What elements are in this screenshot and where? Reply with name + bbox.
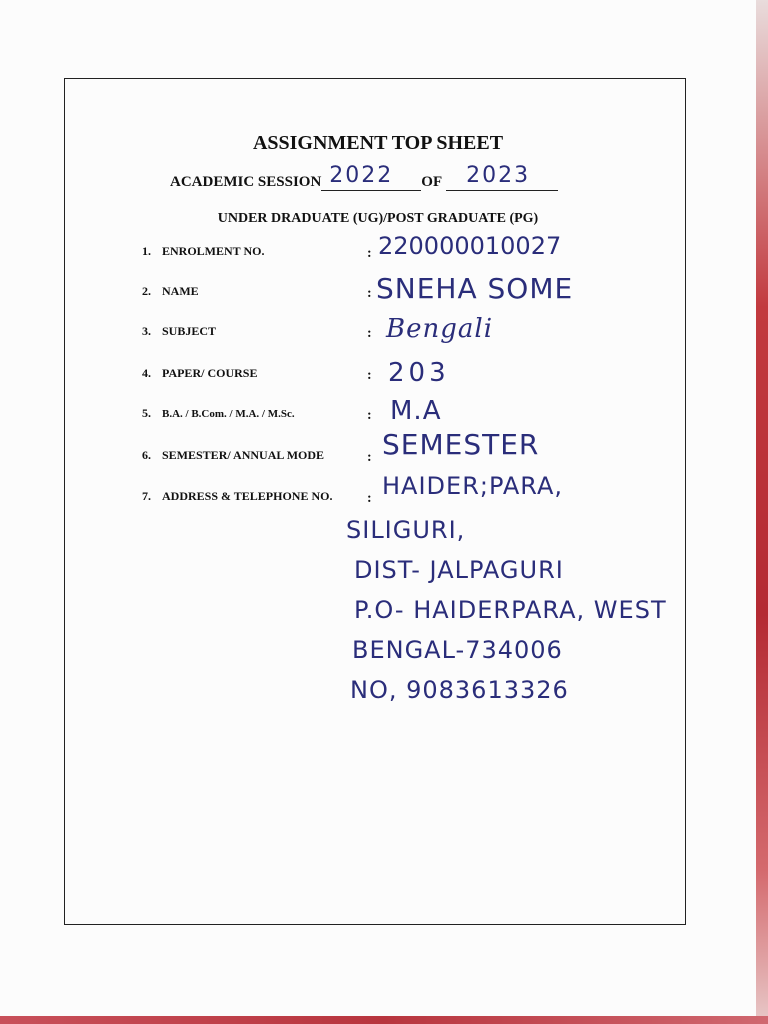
field-colon: : [367,408,372,423]
background-edge-bottom [0,1016,768,1024]
address-value-line-1: HAIDER;PARA, [382,472,564,500]
field-number: 1. [142,244,151,258]
field-label-paper [142,366,257,381]
address-line: NO, 9083613326 [350,676,569,704]
field-colon: : [367,286,372,301]
field-label: NAME [162,284,199,298]
degree-value: M.A [390,396,442,426]
field-label-degree [142,406,295,421]
session-to-blank [446,163,558,191]
form-subtitle: UNDER DRADUATE (UG)/POST GRADUATE (PG) [217,211,539,226]
field-number: 2. [142,284,151,298]
session-to-value: 2023 [466,163,531,188]
field-label: SUBJECT [162,324,217,338]
field-number: 5. [142,406,151,420]
of-label: OF [421,174,443,190]
field-label: B.A. / B.Com. / M.A. / M.Sc. [162,408,295,420]
address-line: BENGAL-734006 [352,636,563,664]
session-from-value: 2022 [329,163,394,188]
semester-value: SEMESTER [382,428,540,461]
field-label-address [142,489,332,504]
field-colon: : [367,450,372,465]
field-number: 3. [142,324,151,338]
subject-value: Bengali [386,314,494,344]
address-line: DIST- JALPAGURI [354,556,564,584]
address-line: SILIGURI, [346,516,466,544]
field-label: SEMESTER/ ANNUAL MODE [162,448,325,462]
session-label: ACADEMIC SESSION [170,174,322,190]
field-label-name [142,284,199,299]
field-label: PAPER/ COURSE [162,366,258,380]
background-edge [756,0,768,1024]
field-label-subject [142,324,216,339]
field-label-semester [142,448,324,463]
enrolment-value: 220000010027 [378,232,562,260]
field-colon: : [367,491,372,506]
name-value: SNEHA SOME [376,272,574,305]
form-title: ASSIGNMENT TOP SHEET [252,132,504,154]
address-continuation [346,510,667,710]
academic-session [170,163,558,191]
field-label-enrolment [142,244,264,259]
field-colon: : [367,246,372,261]
paper-value: 203 [388,358,450,388]
field-number: 7. [142,489,151,503]
session-from-blank [321,163,421,191]
field-number: 4. [142,366,151,380]
field-colon: : [367,368,372,383]
field-colon: : [367,326,372,341]
field-number: 6. [142,448,151,462]
field-label: ADDRESS & TELEPHONE NO. [162,489,333,503]
address-line: P.O- HAIDERPARA, WEST [354,596,667,624]
field-label: ENROLMENT NO. [162,244,265,258]
